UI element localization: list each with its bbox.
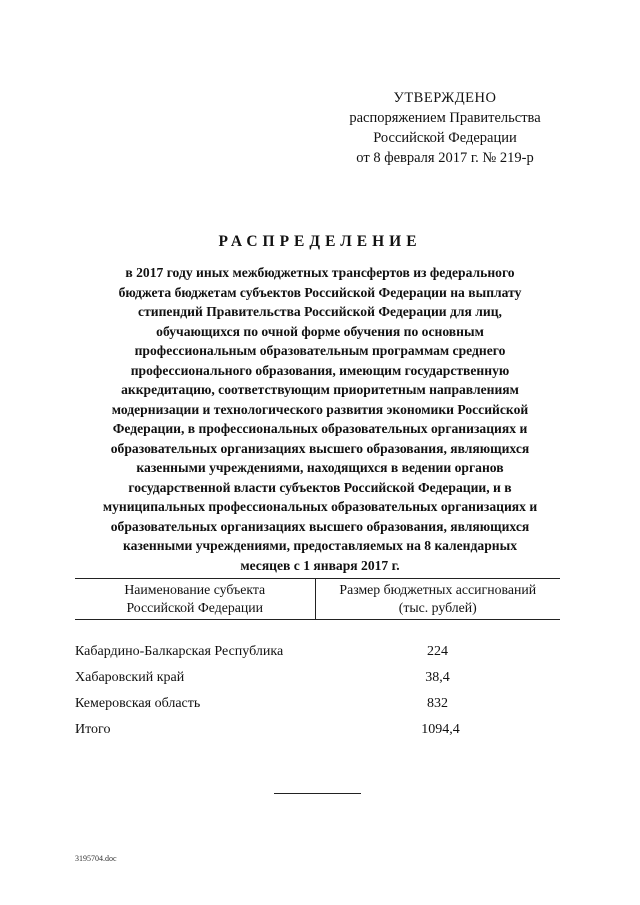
header-amount — [315, 579, 561, 619]
subtitle-line: образовательных организациях высшего образования, являющихся — [110, 518, 530, 534]
row-amount: 38,4 — [425, 670, 450, 685]
table-body — [75, 639, 560, 743]
subtitle-line: казенными учреждениями, предоставляемых на 8 календарных — [123, 538, 517, 553]
subtitle-line: бюджета бюджетам субъектов Российской Федерации на выплату — [118, 284, 522, 300]
row-amount: 224 — [427, 644, 448, 659]
file-code: 3195704.doc — [75, 854, 117, 863]
subtitle-line: модернизации и технологического развития экономики Российской — [111, 401, 529, 417]
header-subject — [75, 579, 315, 619]
end-divider — [274, 793, 361, 794]
total-row — [75, 717, 560, 743]
subtitle-line: образовательных организациях высшего образования, являющихся — [110, 440, 530, 456]
table-row — [75, 665, 560, 691]
table-row — [75, 639, 560, 665]
total-label: Итого — [75, 722, 111, 737]
header-subject-line-1: Наименование субъекта — [124, 582, 266, 597]
approval-title: УТВЕРЖДЕНО — [393, 90, 497, 106]
subtitle-line: стипендий Правительства Российской Федерации для лиц, — [138, 304, 502, 319]
allocation-table — [75, 578, 560, 743]
approval-line-1: распоряжением Правительства — [349, 110, 541, 126]
header-amount-line-1: Размер бюджетных ассигнований — [339, 582, 537, 597]
subtitle-line: месяцев с 1 января 2017 г. — [240, 557, 400, 573]
header-subject-line-2: Российской Федерации — [126, 600, 264, 615]
subtitle-line: в 2017 году иных межбюджетных трансфертов из федерального — [125, 265, 515, 280]
approval-line-3: от 8 февраля 2017 г. № 219-р — [356, 150, 534, 166]
subtitle-line: профессионального образования, имеющим государственную — [130, 362, 510, 378]
approval-line-2: Российской Федерации — [373, 130, 517, 146]
subtitle-line: аккредитацию, соответствующим приоритетным направлениям — [121, 382, 519, 397]
row-subject: Кабардино-Балкарская Республика — [75, 644, 284, 659]
document-title: РАСПРЕДЕЛЕНИЕ — [218, 233, 422, 250]
header-amount-line-2: (тыс. рублей) — [398, 600, 477, 615]
approval-block — [330, 88, 560, 168]
table-header — [75, 578, 560, 620]
subtitle-line: обучающихся по очной форме обучения по основным — [156, 323, 484, 339]
subtitle-line: муниципальных профессиональных образовательных организациях и — [102, 499, 538, 514]
subtitle-line: профессиональным образовательным программам среднего — [134, 343, 506, 358]
row-subject: Кемеровская область — [75, 696, 201, 711]
document-subtitle — [70, 263, 570, 575]
table-row — [75, 691, 560, 717]
total-amount: 1094,4 — [421, 722, 460, 737]
subtitle-line: казенными учреждениями, находящихся в ведении органов — [136, 460, 504, 475]
subtitle-line: Федерации, в профессиональных образовательных организациях и — [112, 421, 528, 436]
row-subject: Хабаровский край — [75, 670, 185, 685]
row-amount: 832 — [427, 696, 448, 711]
subtitle-line: государственной власти субъектов Российской Федерации, и в — [128, 479, 512, 495]
